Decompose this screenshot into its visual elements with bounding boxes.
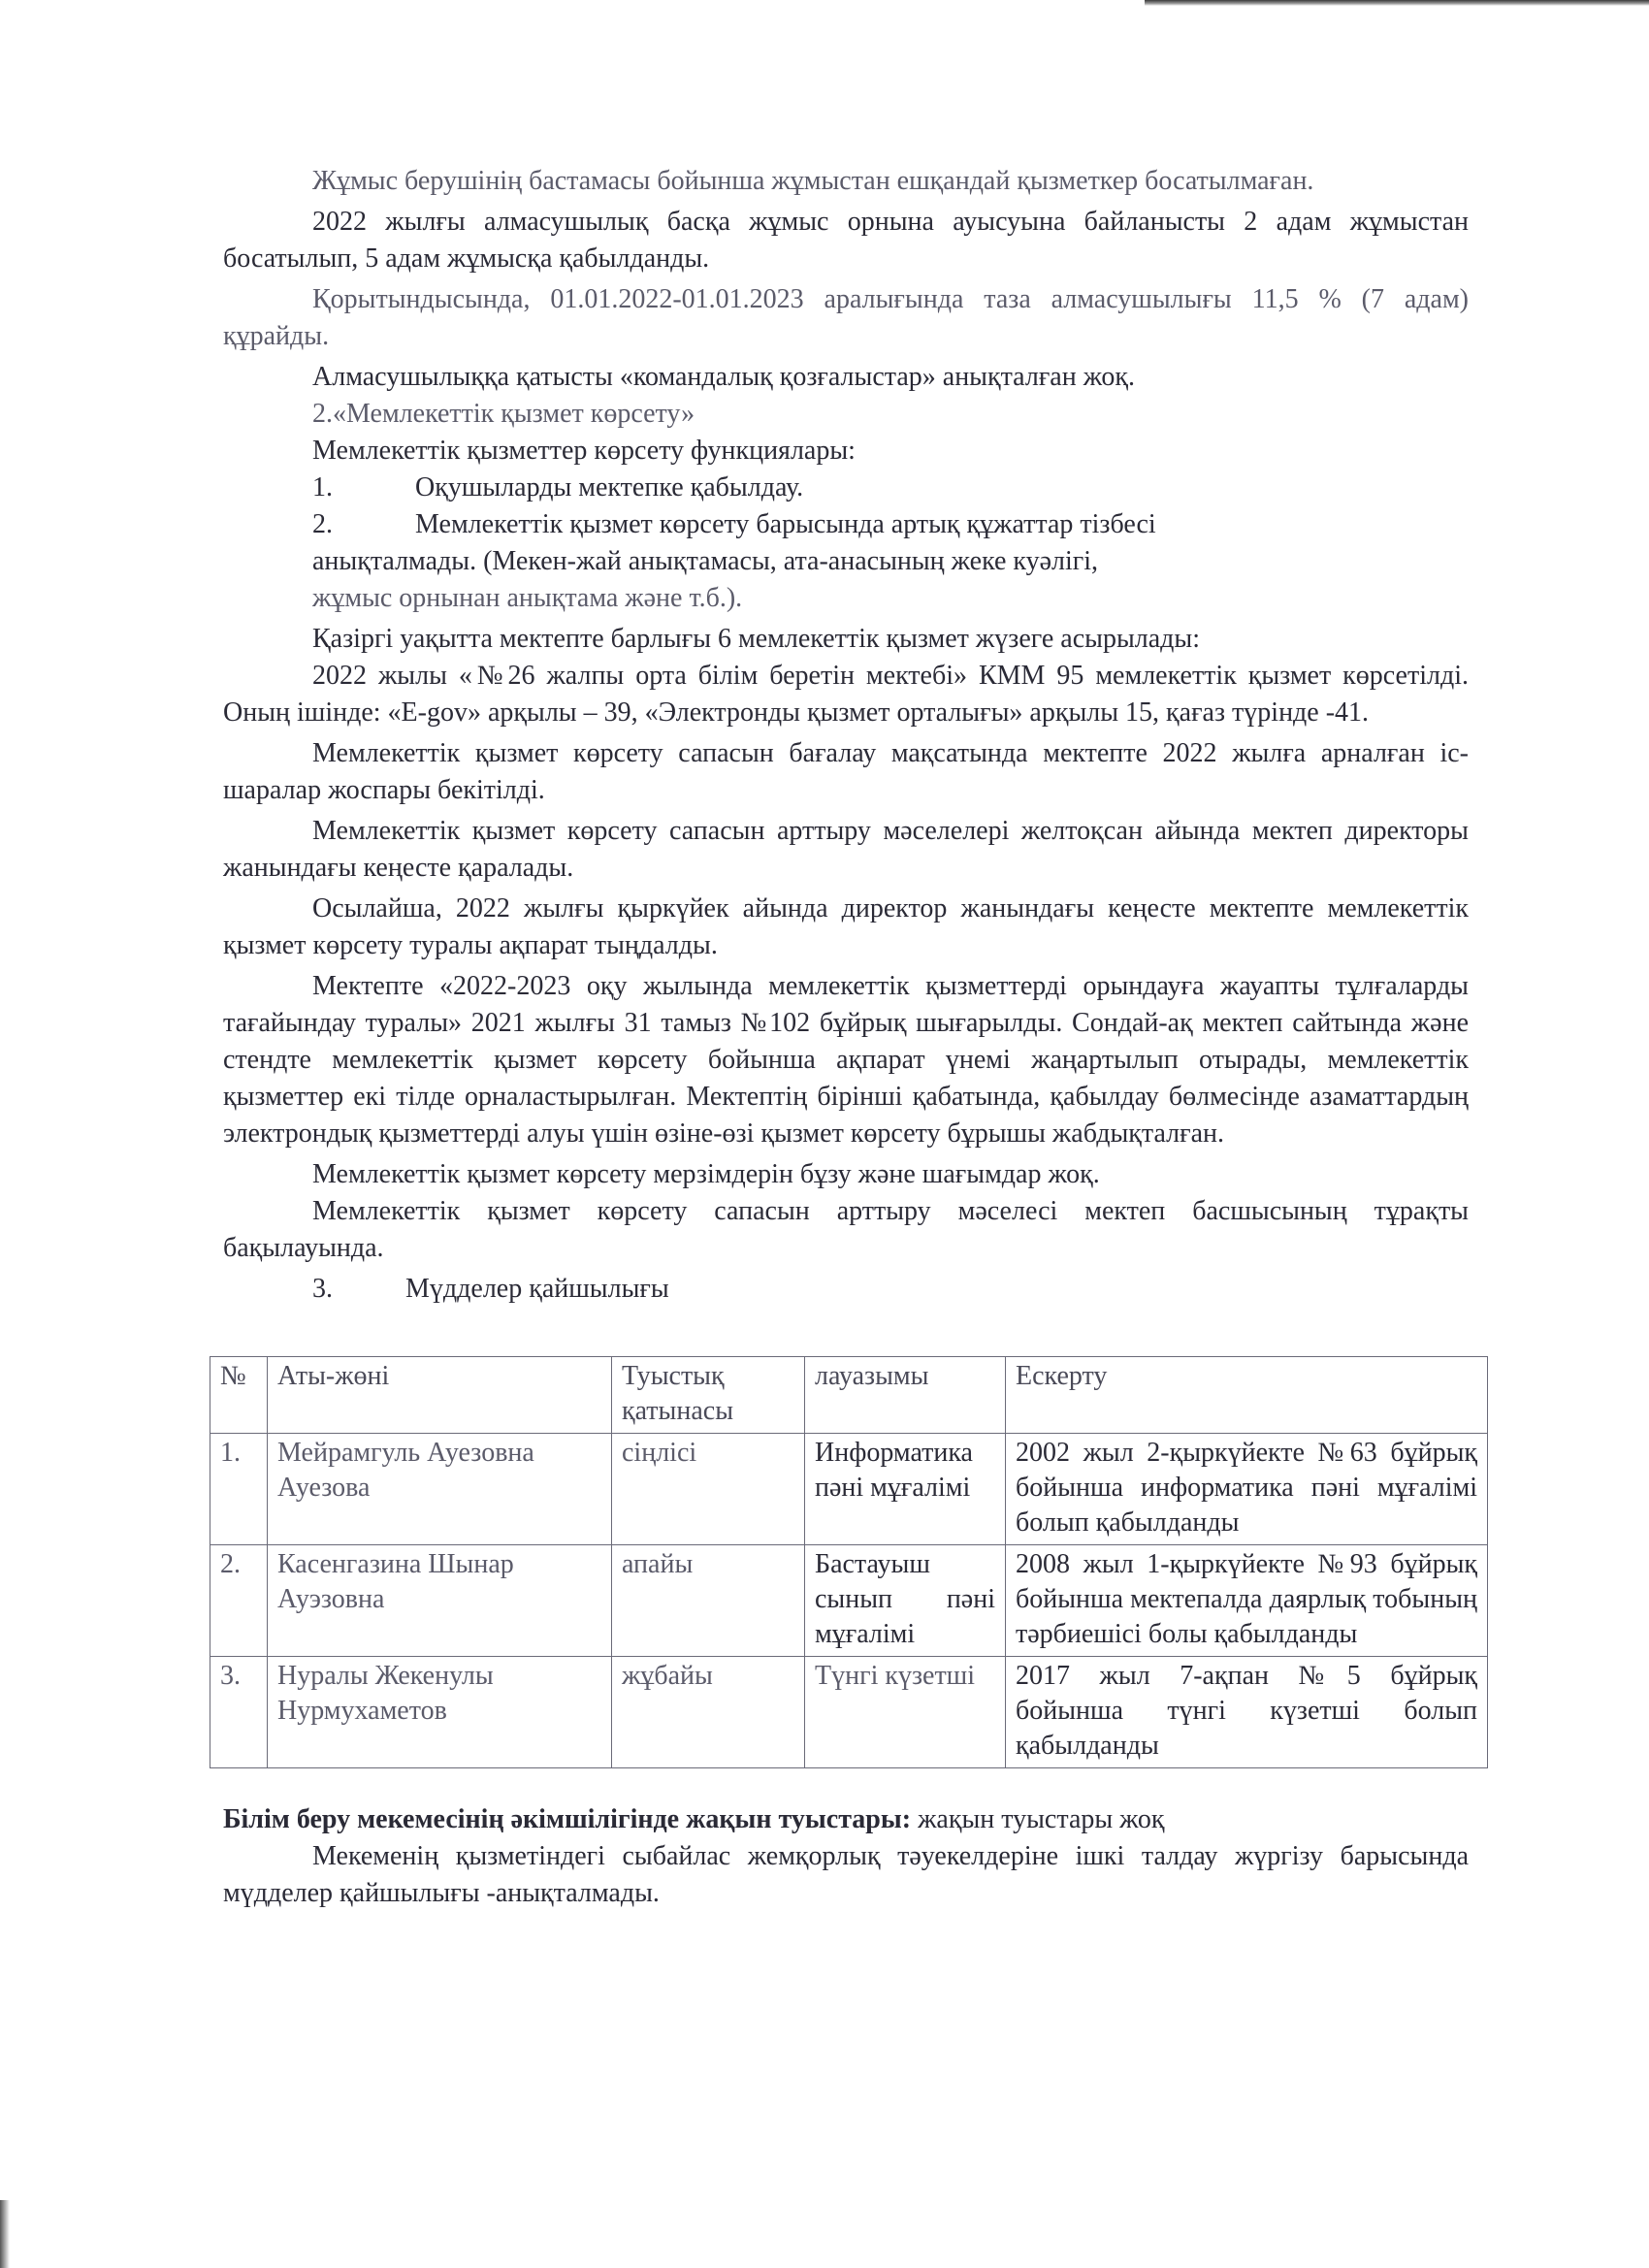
header-name: Аты-жөні: [268, 1357, 612, 1434]
section-3-heading: [223, 1271, 1469, 1308]
table-row: [210, 1434, 1488, 1545]
list-item-number: 1.: [312, 472, 333, 502]
relatives-label: Білім беру мекемесінің әкімшілігінде жақын туыстары:: [223, 1804, 912, 1834]
paragraph-september-council: Осылайша, 2022 жылғы қыркүйек айында директор жанындағы кеңесте мектепте мемлекеттік қызмет көрсету туралы ақпарат тыңдалды.: [223, 893, 1469, 960]
list-item-text: Оқушыларды мектепке қабылдау.: [415, 472, 804, 502]
paragraph-services-count: Қазіргі уақытта мектепте барлығы 6 мемлекеттік қызмет жүзеге асырылады:: [312, 624, 1201, 654]
paragraph-services-2022: 2022 жылы «№26 жалпы орта білім беретін мектебі» КММ 95 мемлекеттік қызмет көрсетілді. Оның ішінде: «E-gov» арқылы – 39, «Электронды қызмет орталығы» арқылы 15, қағаз түрінде -41.: [223, 661, 1469, 728]
cell-number: 1.: [210, 1434, 268, 1545]
list-item-text: Мемлекеттік қызмет көрсету барысында артық құжаттар тізбесі: [415, 509, 1156, 539]
section-2-title: 2.«Мемлекеттік қызмет көрсету»: [312, 399, 695, 429]
paragraph-order-102: Мектепте «2022-2023 оқу жылында мемлекеттік қызметтерді орындауға жауапты тұлғаларды тағайындау туралы» 2021 жылғы 31 тамыз №102 бұйрық шығарылды. Сондай-ақ мектеп сайтында және стендте мемлекеттік қызмет көрсету бойынша ақпарат үнемі жаңартылып отырады, мемлекеттік қызметтер екі тілде орналастырылған. Мектептің бірінші қабатында, қабылдау бөлмесінде азаматтардың электрондық қызметтерді алуы үшін өзіне-өзі қызмет көрсету бұрышы жабдықталған.: [223, 971, 1469, 1149]
list-item: [223, 506, 1469, 543]
paragraph-quality-plan: Мемлекеттік қызмет көрсету сапасын бағалау мақсатында мектепте 2022 жылға арналған іс-шаралар жоспары бекітілді.: [223, 738, 1469, 805]
relatives-table: [210, 1356, 1488, 1768]
paragraph-final: Мекеменің қызметіндегі сыбайлас жемқорлық тәуекелдеріне ішкі талдау жүргізу барысында мүдделер қайшылығы -анықталмады.: [223, 1841, 1469, 1908]
document-body: [220, 163, 1477, 1912]
functions-title: Мемлекеттік қызметтер көрсету функциялары:: [312, 436, 856, 466]
list-item: [223, 470, 1469, 506]
cell-name: Касенгазина Шынар Ауэзовна: [268, 1545, 612, 1657]
cell-note: 2008 жыл 1-қыркүйекте №93 бұйрық бойынша мектепалда даярлық тобының тәрбиешісі болы қабылданды: [1006, 1545, 1488, 1657]
cell-position: Түнгі күзетші: [805, 1657, 1006, 1768]
paragraph-quality-issues: Мемлекеттік қызмет көрсету сапасын арттыру мәселелері желтоқсан айында мектеп директоры жанындағы кеңесте қаралады.: [223, 816, 1469, 883]
table-row: [210, 1657, 1488, 1768]
header-note: Ескерту: [1006, 1357, 1488, 1434]
table-row: [210, 1545, 1488, 1657]
paragraph-dismissal: Жұмыс берушінің бастамасы бойынша жұмыстан ешқандай қызметкер босатылмаған.: [312, 166, 1314, 196]
section-3-number: 3.: [312, 1274, 333, 1304]
section-3-title: Мүдделер қайшылығы: [405, 1274, 669, 1304]
cell-number: 2.: [210, 1545, 268, 1657]
list-continuation: анықталмады. (Мекен-жай анықтамасы, ата-анасының жеке куәлігі,: [312, 546, 1099, 576]
cell-name: Нуралы Жекенулы Нурмухаметов: [268, 1657, 612, 1768]
cell-position: Информатика пәні мұғалімі: [805, 1434, 1006, 1545]
cell-relation: жұбайы: [612, 1657, 805, 1768]
cell-name: Мейрамгуль Ауезовна Ауезова: [268, 1434, 612, 1545]
relatives-paragraph: [223, 1801, 1469, 1838]
scan-edge-top: [1145, 0, 1649, 6]
header-position: лауазымы: [805, 1357, 1006, 1434]
header-number: №: [210, 1357, 268, 1434]
relatives-value: жақын туыстары жоқ: [911, 1804, 1165, 1834]
paragraph-control: Мемлекеттік қызмет көрсету сапасын арттыру мәселесі мектеп басшысының тұрақты бақылауында.: [223, 1196, 1469, 1263]
scan-edge-bottom: [0, 2200, 10, 2268]
paragraph-turnover: 2022 жылғы алмасушылық басқа жұмыс орнына ауысуына байланысты 2 адам жұмыстан босатылып, 5 адам жұмысқа қабылданды.: [223, 207, 1469, 274]
table-header-row: [210, 1357, 1488, 1434]
cell-note: 2002 жыл 2-қыркүйекте №63 бұйрық бойынша информатика пәні мұғалімі болып қабылданды: [1006, 1434, 1488, 1545]
cell-relation: апайы: [612, 1545, 805, 1657]
cell-number: 3.: [210, 1657, 268, 1768]
list-continuation: жұмыс орнынан анықтама және т.б.).: [312, 583, 743, 613]
cell-note: 2017 жыл 7-ақпан №5 бұйрық бойынша түнгі күзетші болып қабылданды: [1006, 1657, 1488, 1768]
paragraph-no-complaints: Мемлекеттік қызмет көрсету мерзімдерін бұзу және шағымдар жоқ.: [312, 1159, 1100, 1189]
paragraph-net-turnover: Қорытындысында, 01.01.2022-01.01.2023 аралығында таза алмасушылығы 11,5 % (7 адам) құрайды.: [223, 284, 1469, 351]
cell-relation: сіңлісі: [612, 1434, 805, 1545]
cell-position: Бастауыш сынып пәні мұғалімі: [805, 1545, 1006, 1657]
header-relation: Туыстық қатынасы: [612, 1357, 805, 1434]
paragraph-team-movement: Алмасушылыққа қатысты «командалық қозғалыстар» анықталған жоқ.: [312, 362, 1135, 392]
list-item-number: 2.: [312, 509, 333, 539]
